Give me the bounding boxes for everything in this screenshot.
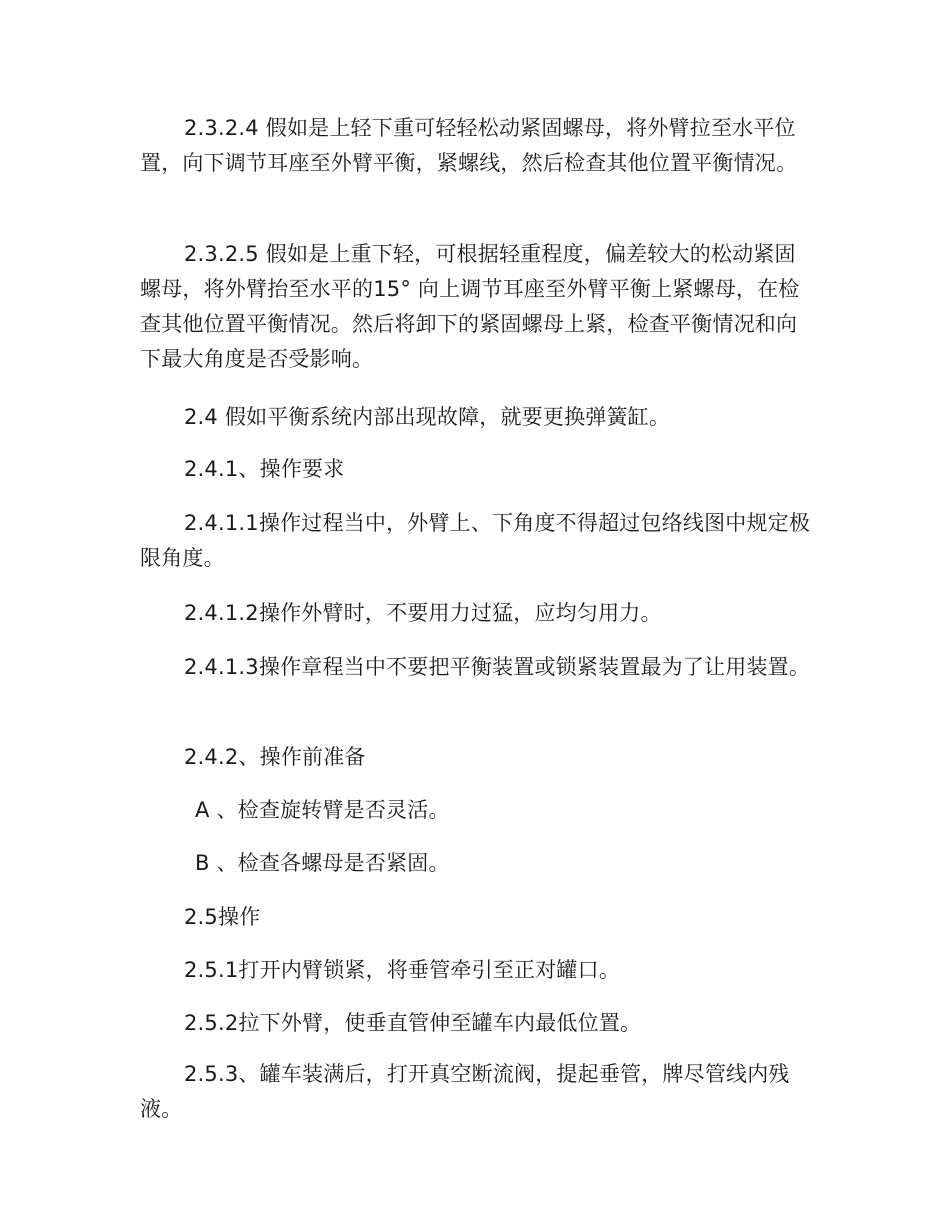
paragraph-2-3-2-4: 2.3.2.4 假如是上轻下重可轻轻松动紧固螺母，将外臂拉至水平位置，向下调节耳座至外臂平衡，紧螺线，然后检查其他位置平衡情况。 [140,116,798,175]
paragraph-2-5-3: 2.5.3、罐车装满后，打开真空断流阀，提起垂管，牌尽管线内残液。 [140,1062,790,1121]
paragraph-2-4-1: 2.4.1、操作要求 [184,457,345,481]
paragraph-check-a: A 、检查旋转臂是否灵活。 [195,798,450,822]
paragraph-2-4-1-1: 2.4.1.1操作过程当中，外臂上、下角度不得超过包络线图中规定极限角度。 [140,511,811,570]
paragraph-2-5: 2.5操作 [184,905,261,929]
paragraph-2-3-2-5: 2.3.2.5 假如是上重下轻，可根据轻重程度，偏差较大的松动紧固螺母，将外臂抬至水平的15° 向上调节耳座至外臂平衡上紧螺母，在检查其他位置平衡情况。然后将卸下的紧固螺母上紧，检查平衡情况和向下最大角度是否受影响。 [140,242,800,371]
paragraph-2-4-1-2: 2.4.1.2操作外臂时，不要用力过猛，应均匀用力。 [184,601,662,625]
paragraph-2-5-1: 2.5.1打开内臂锁紧，将垂管牵引至正对罐口。 [184,958,621,982]
paragraph-2-5-2: 2.5.2拉下外臂，使垂直管伸至罐车内最低位置。 [184,1011,642,1035]
paragraph-check-b: B 、检查各螺母是否紧固。 [195,851,450,875]
paragraph-2-4-1-3: 2.4.1.3操作章程当中不要把平衡装置或锁紧装置最为了让用装置。 [184,655,811,679]
paragraph-2-4-2: 2.4.2、操作前准备 [184,745,366,769]
paragraph-2-4: 2.4 假如平衡系统内部出现故障，就要更换弹簧缸。 [184,405,671,429]
